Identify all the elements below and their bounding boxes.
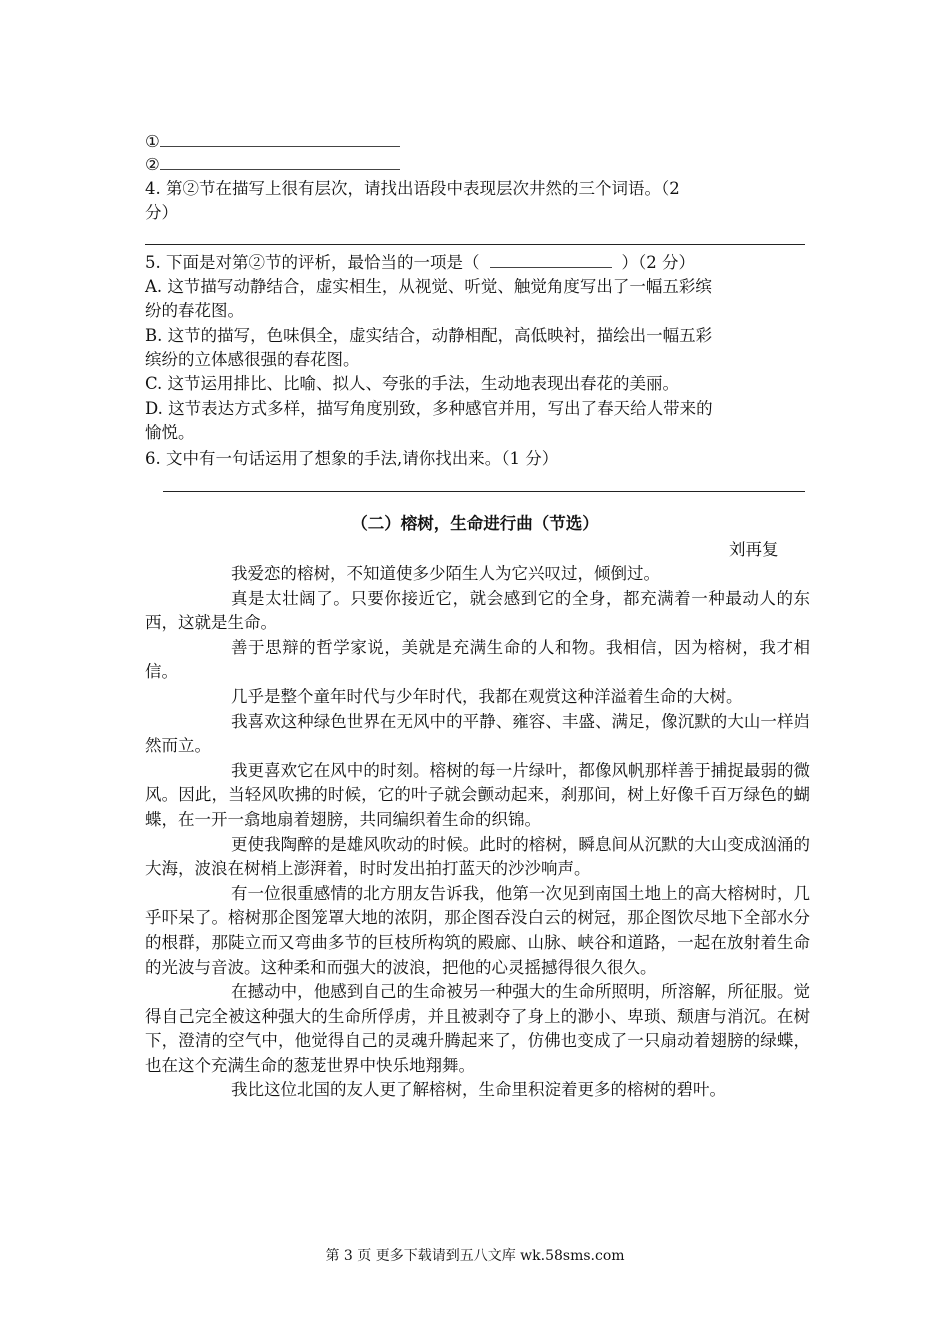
question-6: 6. 文中有一句话运用了想象的手法,请你找出来。（1 分） xyxy=(145,449,559,468)
option-b-line-1: B. 这节的描写，色味俱全，虚实结合，动静相配，高低映衬，描绘出一幅五彩 xyxy=(145,326,713,345)
option-a-line-1: A. 这节描写动静结合，虚实相生，从视觉、听觉、触觉角度写出了一幅五彩缤 xyxy=(145,277,712,296)
question-5-answer-blank xyxy=(490,253,612,268)
question-5-score: ）（2 分） xyxy=(621,253,695,272)
paragraph-9: 在撼动中，他感到自己的生命被另一种强大的生命所照明，所溶解，所征服。觉得自己完全被这种强大的生命所俘虏，并且被剥夺了身上的渺小、卑琐、颓唐与消沉。在树下，澄清的空气中，他觉得自己的灵魂升腾起来了，仿佛也变成了一只扇动着翅膀的绿蝶，也在这个充满生命的葱茏世界中快乐地翔舞。 xyxy=(145,982,810,1075)
paragraph-7: 更使我陶醉的是雄风吹动的时候。此时的榕树，瞬息间从沉默的大山变成汹涌的大海，波浪在树梢上澎湃着，时时发出拍打蓝天的沙沙响声。 xyxy=(145,834,810,879)
question-6-answer-rule xyxy=(163,491,805,492)
paragraph-10: 我比这位北国的友人更了解榕树，生命里积淀着更多的榕树的碧叶。 xyxy=(231,1080,726,1100)
article-body xyxy=(145,562,810,1103)
paragraph-1: 我爱恋的榕树，不知道使多少陌生人为它兴叹过，倾倒过。 xyxy=(231,564,660,583)
question-5-stem-line xyxy=(145,251,695,275)
question-5-stem: 5. 下面是对第②节的评析，最恰当的一项是（ xyxy=(145,253,480,272)
option-b-line-2: 缤纷的立体感很强的春花图。 xyxy=(145,350,360,369)
question-4-line-2: 分） xyxy=(145,203,178,222)
option-c: C. 这节运用排比、比喻、拟人、夸张的手法，生动地表现出春花的美丽。 xyxy=(145,374,680,393)
paragraph-2: 真是太壮阔了。只要你接近它，就会感到它的全身，都充满着一种最动人的东西，这就是生命。 xyxy=(145,588,810,633)
paragraph-6: 我更喜欢它在风中的时刻。榕树的每一片绿叶，都像风帆那样善于捕捉最弱的微风。因此，当轻风吹拂的时候，它的叶子就会颤动起来，刹那间，树上好像千百万绿色的蝴蝶，在一开一翕地扇着翅膀，共同编织着生命的织锦。 xyxy=(145,760,810,829)
answer-label-1: ① xyxy=(145,132,160,151)
paragraph-3: 善于思辩的哲学家说，美就是充满生命的人和物。我相信，因为榕树，我才相信。 xyxy=(145,637,810,682)
answer-line-1 xyxy=(145,130,400,154)
article-title: （二）榕树，生命进行曲（节选） xyxy=(351,514,599,533)
answer-blank-2 xyxy=(160,155,400,170)
option-a-line-2: 纷的春花图。 xyxy=(145,301,244,320)
page-footer: 第 3 页 更多下载请到五八文库 wk.58sms.com xyxy=(325,1248,625,1264)
answer-label-2: ② xyxy=(145,155,160,174)
option-d-line-2: 愉悦。 xyxy=(145,423,195,442)
paragraph-4: 几乎是整个童年时代与少年时代，我都在观赏这种洋溢着生命的大树。 xyxy=(231,686,743,706)
paragraph-5: 我喜欢这种绿色世界在无风中的平静、雍容、丰盛、满足，像沉默的大山一样岿然而立。 xyxy=(145,711,810,756)
option-d-line-1: D. 这节表达方式多样，描写角度别致，多种感官并用，写出了春天给人带来的 xyxy=(145,399,713,418)
paragraph-8: 有一位很重感情的北方朋友告诉我，他第一次见到南国土地上的高大榕树时，几乎吓呆了。榕树那企图笼罩大地的浓阴，那企图吞没白云的树冠，那企图饮尽地下全部水分的根群，那陡立而又弯曲多节的巨枝所构筑的殿廊、山脉、峡谷和道路，一起在放射着生命的光波与音波。这种柔和而强大的波浪，把他的心灵摇撼得很久很久。 xyxy=(145,883,810,977)
article-author: 刘再复 xyxy=(729,540,779,559)
answer-line-2 xyxy=(145,153,400,177)
question-4-answer-rule xyxy=(145,244,805,245)
answer-blank-1 xyxy=(160,132,400,147)
question-4-line-1: 4. 第②节在描写上很有层次，请找出语段中表现层次井然的三个词语。（2 xyxy=(145,179,680,198)
